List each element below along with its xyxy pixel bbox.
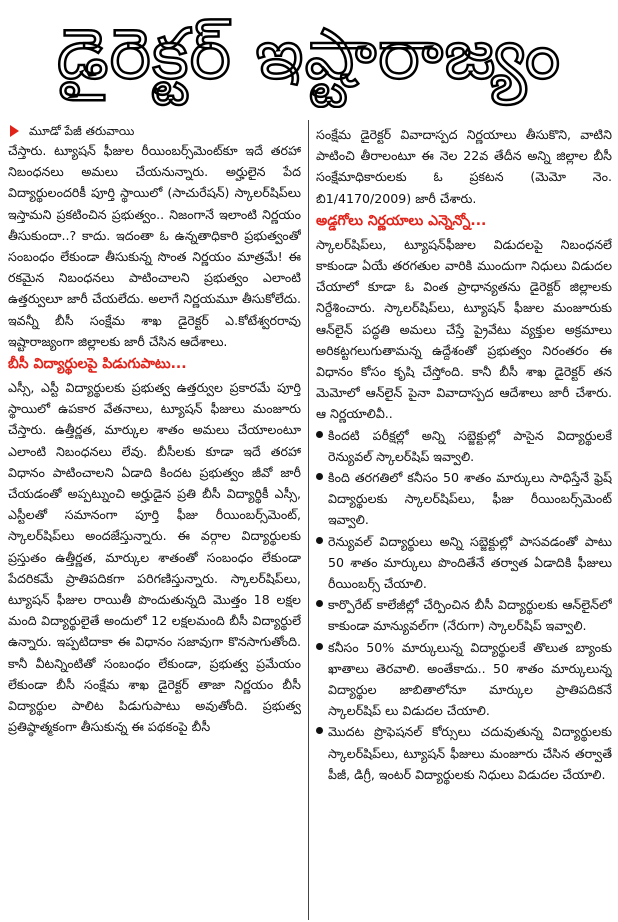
column-divider	[308, 120, 309, 920]
list-item-text: కింది తరగతిలో కనీసం 50 శాతం మార్కులు సాధిస్తేనే ఫ్రెష్ విద్యార్థులకు స్కాలర్‌షిప్‌లు, ఫీజు రీయింబర్స్‌మెంట్ ఇవ్వాలి.	[328, 470, 612, 528]
right-paragraph-2: స్కాలర్‌షిప్‌లు, ట్యూషన్‌ఫీజుల విడుదలపై నిబంధనలే కాకుండా ఏయే తరగతుల వారికి ముందుగా నిధులు విడుదల చేయాలో కూడా ఓ వింత ప్రాధాన్యతను డైరెక్టర్ జిల్లాలకు నిర్దేశించారు. స్కాలర్‌షిప్‌లు, ట్యూషన్ ఫీజుల మంజూరుకు ఆన్‌లైన్ పద్ధతి అమలు చేస్తే ప్రైవేటు వ్యక్తుల అక్రమాలు అరికట్టగలుగుతామన్న ఉద్దేశంతో ప్రభుత్వం నిరంతరం ఈ విధానం కోసం కృషి చేస్తోంది. కానీ బీసీ శాఖ డైరెక్టర్ తన మెమోలో ఆన్‌లైన్ పైనా వివాదాస్పద ఆదేశాలు జారీ చేశారు. ఆ నిర్ణయాలివీ..	[316, 236, 612, 422]
bullet-icon	[316, 537, 323, 544]
list-item	[316, 594, 612, 636]
bullet-icon	[316, 643, 323, 650]
bullet-icon	[316, 727, 323, 734]
right-column	[316, 124, 612, 920]
continuation-kicker: మూడో పేజీ తరువాయి	[29, 124, 135, 138]
headline: డైరెక్టర్ ఇష్టారాజ్యం	[56, 13, 562, 95]
subhead-arbitrary-decisions: అడ్డగోలు నిర్ణయాలు ఎన్నెన్నో...	[316, 212, 487, 229]
list-item-text: కనీసం 50% మార్కులున్న విద్యార్థులకే తొలుత బ్యాంకు ఖాతాలు తెరవాలి. అంతేకాదు.. 50 శాతం మార్కులున్న విద్యార్థుల జాబితాలోనూ మార్కుల ప్రాతిపదికనే స్కాలర్‌షిప్ లు విడుదల చేయాలి.	[328, 639, 612, 719]
right-paragraph-1: సంక్షేమ డైరెక్టర్ వివాదాస్పద నిర్ణయాలు తీసుకొని, వాటిని పాటించి తీరాలంటూ ఈ నెల 22వ తేదీన అన్ని జిల్లాల బీసీ సంక్షేమాధికారులకు ఓ ప్రకటన (మెమో నెం. బి1/4170/2009) జారీ చేశారు.	[316, 127, 612, 206]
list-item	[316, 721, 612, 785]
decisions-list	[316, 425, 612, 785]
left-paragraph-1: చేస్తారు. ట్యూషన్ ఫీజుల రీయింబర్స్‌మెంట్‌కూ ఇదే తరహా నిబంధనలు అమలు చేయనున్నారు. అర్హులైన పేద విద్యార్థులందరికీ పూర్తి స్థాయిలో (సాచురేషన్) స్కాలర్‌షిప్‌లు ఇస్తామని ప్రకటించిన ప్రభుత్వం.. నిజంగానే ఇలాంటి నిర్ణయం తీసుకుందా..? కాదు. ఇదంతా ఓ ఉన్నతాధికారి ప్రభుత్వంతో సంబంధం లేకుండా తీసుకున్న సొంత నిర్ణయం మాత్రమే! ఈ రకమైన నిబంధనలు పాటించాలని ప్రభుత్వం ఎలాంటి ఉత్తర్వులూ జారీ చేయలేదు. అలాగే నిర్ణయమూ తీసుకోలేదు. ఇవన్నీ బీసీ సంక్షేమ శాఖ డైరెక్టర్ ఎ.కోటేశ్వరరావు ఇష్టారాజ్యంగా జిల్లాలకు జారీ చేసిన ఆదేశాలు.	[8, 143, 301, 349]
list-item-text: మొదట ప్రొఫెషనల్ కోర్సులు చదువుతున్న విద్యార్థులకు స్కాలర్‌షిప్‌లు, ట్యూషన్ ఫీజులు మంజూరు చేసిన తర్వాతే పీజీ, డిగ్రీ, ఇంటర్ విద్యార్థులకు నిధులు విడుదల చేయాలి.	[328, 724, 612, 782]
list-item	[316, 637, 612, 722]
subhead-bc-students: బీసీ విద్యార్థులపై పిడుగుపాటు...	[8, 356, 187, 373]
list-item-text: రెన్యువల్ విద్యార్థులు అన్ని సబ్జెక్టుల్లో పాసవడంతో పాటు 50 శాతం మార్కులు పొందితేనే తర్వాత ఏడాదికి ఫీజులు రీయింబర్స్ చేయాలి.	[328, 533, 612, 592]
bullet-icon	[316, 600, 323, 607]
red-arrow-icon	[10, 125, 19, 137]
left-column	[8, 122, 301, 920]
bullet-icon	[316, 431, 323, 438]
list-item	[316, 425, 612, 467]
list-item	[316, 467, 612, 531]
bullet-icon	[316, 473, 323, 480]
continuation-row	[8, 122, 301, 140]
list-item-text: కిందటి పరీక్షల్లో అన్ని సబ్జెక్టుల్లో పాసైన విద్యార్థులకే రెన్యువల్ స్కాలర్‌షిప్ ఇవ్వాలి.	[328, 427, 612, 464]
list-item-text: కార్పొరేట్ కాలేజీల్లో చేర్పించిన బీసీ విద్యార్థులకు ఆన్‌లైన్‌లో కాకుండా మాన్యువల్‌గా (నేరుగా) స్కాలర్‌షిప్ ఇవ్వాలి.	[328, 597, 612, 634]
left-paragraph-2: ఎస్సీ, ఎస్టీ విద్యార్థులకు ప్రభుత్వ ఉత్తర్వుల ప్రకారమే పూర్తి స్థాయిలో ఉపకార వేతనాలు, ట్యూషన్ ఫీజులు మంజూరు చేస్తారు. ఉత్తీర్ణత, మార్కుల శాతం అమలు చేయాలంటూ ఎలాంటి నిబంధనలు లేవు. బీసీలకు కూడా ఇదే తరహా విధానం పాటించాలని ఏడాది కిందట ప్రభుత్వం జీవో జారీ చేయడంతో అప్పట్నుంచి అర్హుడైన ప్రతి బీసీ విద్యార్థికీ ఎస్సీ, ఎస్టీలతో సమానంగా పూర్తి ఫీజు రీయింబర్స్‌మెంట్, స్కాలర్‌షిప్‌లు అందజేస్తున్నారు. ఈ వర్గాల విద్యార్థులకు ప్రస్తుతం ఉత్తీర్ణత, మార్కుల శాతంతో సంబంధం లేకుండా పేదరికమే ప్రాతిపదికగా పరిగణిస్తున్నారు. స్కాలర్‌షిప్‌లు, ట్యూషన్ ఫీజుల రాయితీ పొందుతున్నది మొత్తం 18 లక్షల మంది విద్యార్థులైతే అందులో 12 లక్షలమంది బీసీ విద్యార్థులే ఉన్నారు. ఇప్పటిదాకా ఈ విధానం సజావుగా కొనసాగుతోంది. కానీ వీటన్నింటితో సంబంధం లేకుండా, ప్రభుత్వ ప్రమేయం లేకుండా బీసీ సంక్షేమ శాఖ డైరెక్టర్ తాజా నిర్ణయం బీసీ విద్యార్థుల పాలిట పిడుగుపాటు అవుతోంది. ప్రభుత్వ ప్రతిష్ఠాత్మకంగా తీసుకున్న ఈ పథకంపై బీసీ	[8, 380, 301, 735]
list-item	[316, 531, 612, 595]
